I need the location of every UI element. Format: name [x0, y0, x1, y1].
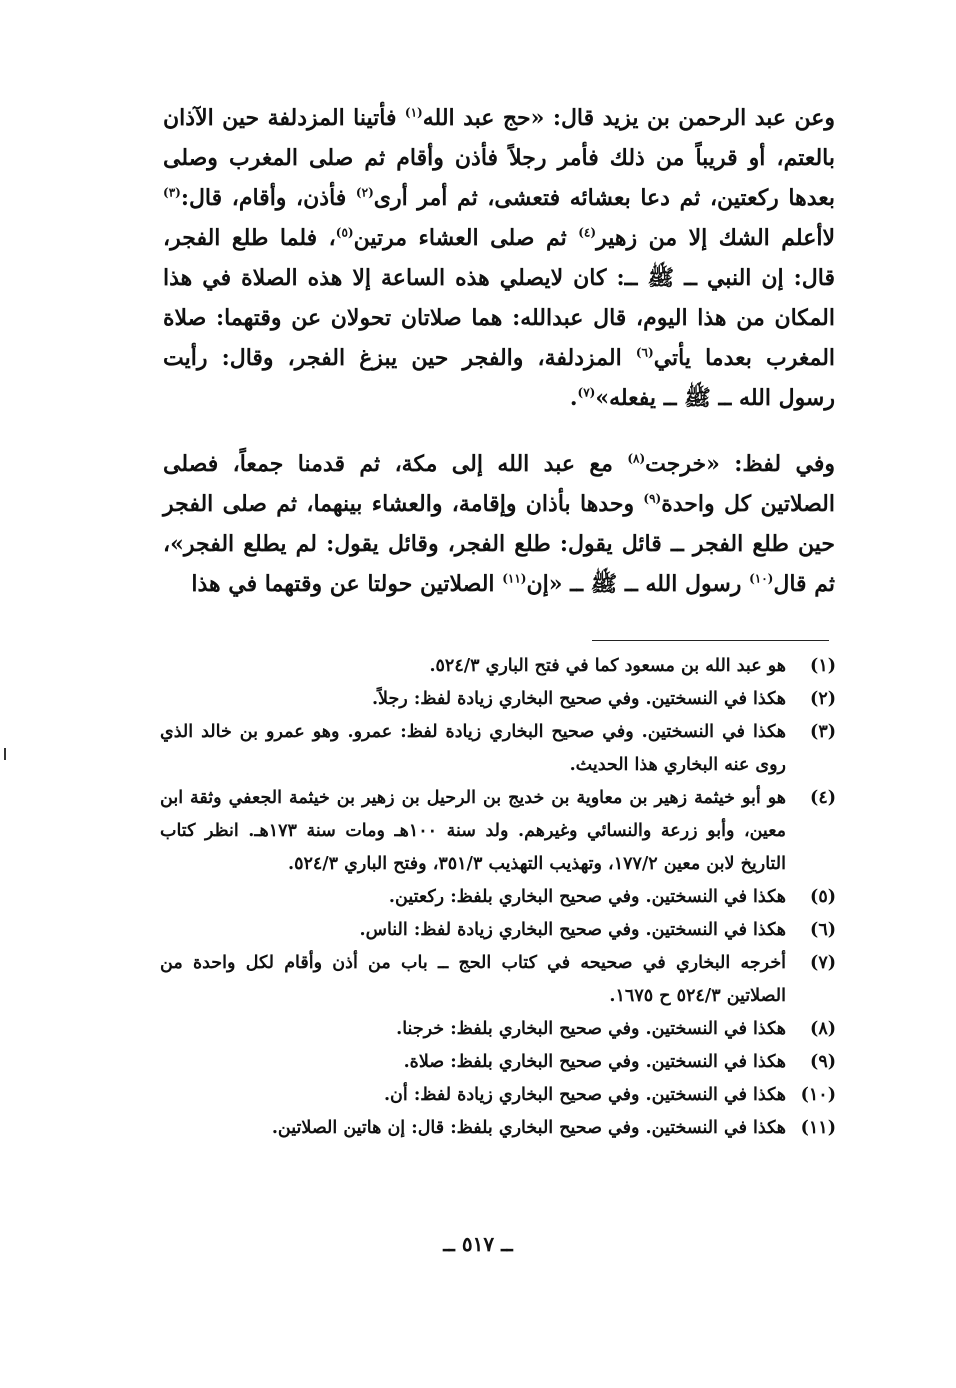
footnote-text: هكذا في النسختين. وفي صحيح البخاري زيادة لفظ: الناس.: [359, 920, 786, 940]
footnote-item: [160, 1046, 836, 1079]
footnote-item: [160, 683, 836, 716]
text-segment: لاأعلم الشك إلا من زهير: [596, 225, 835, 251]
text-segment: رسول الله ــ ﷺ ــ «إن: [526, 571, 750, 597]
footnote-marker: (١): [404, 105, 423, 120]
footnote-text: هو أبو خيثمة زهير بن معاوية بن خديج بن الرحيل بن زهير بن خيثمة الجعفي وثقة ابن معين، وأبو زرعة والنسائي وغيرهم. ولد سنة ١٠٠هـ ومات سنة ١٧٣هـ. انظر كتاب التاريخ لابن معين ١٧٧/٢، وتهذيب التهذيب ٣٥١/٣، وفتح الباري ٥٢٤/٣.: [160, 788, 787, 874]
footnote-text: أخرجه البخاري في صحيحه في كتاب الحج ــ باب من أذن وأقام لكل واحدة من الصلاتين ٥٢٤/٣ ح ١٦٧٥.: [160, 953, 786, 1006]
footnote-number: (١): [810, 656, 836, 676]
scan-speck: [4, 748, 6, 760]
text-segment: وفي لفظ: «خرجت: [645, 451, 835, 477]
footnote-separator: [592, 640, 829, 641]
text-segment: فأذن، وأقام، قال:: [180, 185, 356, 211]
footnote-text: هو عبد الله بن مسعود كما في فتح الباري ٥٢٤/٣.: [429, 656, 786, 676]
footnote-marker: (٨): [627, 451, 646, 466]
footnote-number: (٦): [810, 920, 836, 940]
footnote-item: [160, 1013, 836, 1046]
text-segment: وعن عبد الرحمن بن يزيد قال: «حج عبد الله: [422, 105, 835, 131]
footnote-number: (١١): [800, 1118, 836, 1138]
footnote-marker: (٧): [577, 385, 596, 400]
footnote-marker: (٢): [355, 185, 374, 200]
footnote-marker: (٣): [163, 185, 181, 200]
footnote-number: (٤): [810, 788, 836, 808]
footnote-number: (٢): [810, 689, 836, 709]
footnote-number: (٥): [810, 887, 836, 907]
text-segment: ثم صلى العشاء مرتين: [353, 225, 579, 251]
main-paragraph-1: [163, 98, 835, 418]
main-paragraph-2: [163, 444, 835, 604]
footnote-text: هكذا في النسختين. وفي صحيح البخاري زيادة لفظ: رجلاً.: [371, 689, 786, 709]
footnote-marker: (٦): [635, 345, 654, 360]
text-segment: ، فلما طلع الفجر، قال: إن النبي ــ ﷺ ــ: كان لايصلي هذه الساعة إلا هذه الصلاة في هذا المكان من هذا اليوم، قال عبدالله: هما صلاتان تحولان عن وقتهما: صلاة المغرب بعدما يأتي: [163, 225, 836, 371]
text-segment: فأتينا المزدلفة حين الآذان بالعتم، أو قريباً من ذلك فأمر رجلاً فأذن وأقام ثم صلى المغرب وصلى بعدها ركعتين، ثم دعا بعشائه فتعشى، ثم أمر أرى: [163, 105, 835, 211]
text-segment: الصلاتين حولتا عن وقتهما في هذا: [191, 571, 503, 597]
footnote-marker: (٩): [643, 491, 662, 506]
footnote-item: [160, 650, 836, 683]
footnote-text: هكذا في النسختين. وفي صحيح البخاري بلفظ: ركعتين.: [388, 887, 786, 907]
text-segment: .: [569, 385, 578, 411]
footnote-text: هكذا في النسختين. وفي صحيح البخاري زيادة لفظ: أن.: [383, 1085, 786, 1105]
page-number: ــ ٥١٧ ــ: [443, 1232, 513, 1256]
footnote-marker: (٥): [335, 225, 354, 240]
text-segment: مع عبد الله إلى مكة، ثم قدمنا جمعاً، فصلى الصلاتين كل واحدة: [163, 451, 835, 517]
footnote-item: [160, 782, 836, 881]
footnote-number: (٨): [810, 1019, 836, 1039]
footnote-item: [160, 1079, 836, 1112]
footnote-marker: (٤): [578, 225, 597, 240]
footnote-text: هكذا في النسختين. وفي صحيح البخاري بلفظ: صلاة.: [403, 1052, 786, 1072]
footnote-text: هكذا في النسختين. وفي صحيح البخاري بلفظ: خرجنا.: [396, 1019, 786, 1039]
footnote-item: [160, 716, 836, 782]
footnotes-list: [160, 650, 836, 1145]
footnote-number: (١٠): [800, 1085, 836, 1105]
text-segment: وحدها بأذان وإقامة، والعشاء بينهما، ثم صلى الفجر حين طلع الفجر ــ قائل يقول: طلع الفجر، وقائل يقول: لم يطلع الفجر»، ثم قال: [163, 491, 835, 597]
footnote-item: [160, 881, 836, 914]
footnote-text: هكذا في النسختين. وفي صحيح البخاري زيادة لفظ: عمرو. وهو عمرو بن خالد الذي روى عنه البخاري هذا الحديث.: [160, 722, 786, 775]
footnote-number: (٩): [810, 1052, 836, 1072]
footnote-item: [160, 1112, 836, 1145]
footnote-item: [160, 914, 836, 947]
footnote-marker: (١١): [502, 571, 527, 586]
footnote-item: [160, 947, 836, 1013]
footnote-number: (٣): [810, 722, 836, 742]
footnote-number: (٧): [810, 953, 836, 973]
text-segment: المزدلفة، والفجر حين يبزغ الفجر، وقال: رأيت رسول الله ــ ﷺ ــ يفعله»: [163, 345, 835, 411]
footnote-text: هكذا في النسختين. وفي صحيح البخاري بلفظ: قال: إن هاتين الصلاتين.: [271, 1118, 786, 1138]
footnote-marker: (١٠): [749, 571, 774, 586]
